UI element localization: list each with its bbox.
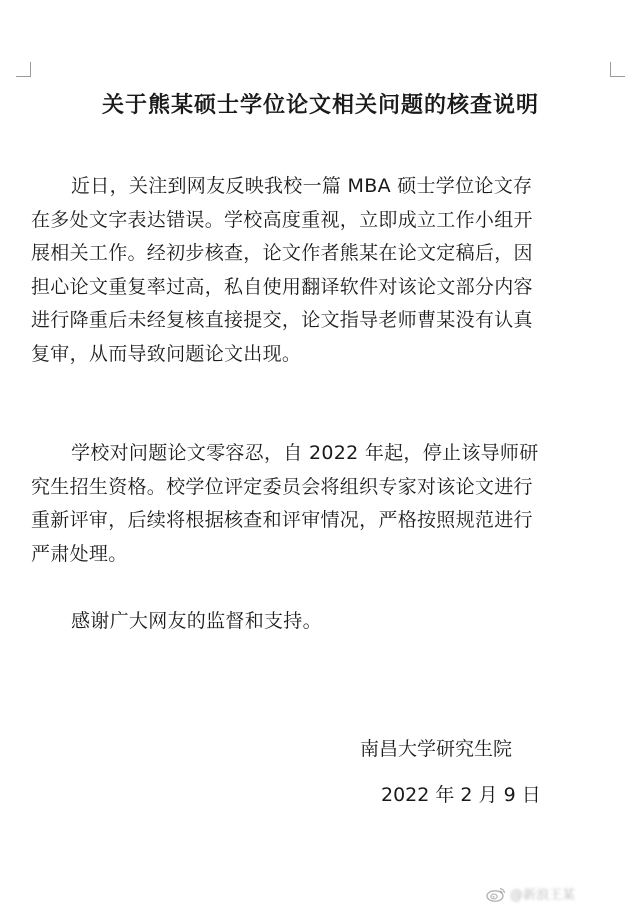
- signature-date: 2022 年 2 月 9 日: [381, 784, 541, 806]
- paragraph-3-line: 感谢广大网友的监督和支持。: [71, 610, 322, 632]
- paragraph-2: [31, 437, 613, 571]
- page-corner-mark-right: [610, 62, 625, 77]
- paragraph-1-line: 展相关工作。经初步核查，论文作者熊某在论文定稿后，因: [31, 242, 533, 264]
- paragraph-1-line: 复审，从而导致问题论文出现。: [31, 342, 302, 365]
- paragraph-2-line: 重新评审，后续将根据核查和评审情况，严格按照规范进行: [31, 509, 533, 531]
- paragraph-1-line: 近日，关注到网友反映我校一篇 MBA 硕士学位论文存: [71, 175, 533, 197]
- document-title: 关于熊某硕士学位论文相关问题的核查说明: [101, 93, 539, 118]
- paragraph-1-line: 进行降重后未经复核直接提交，论文指导老师曹某没有认真: [31, 309, 533, 331]
- paragraph-1: [31, 170, 613, 371]
- page-corner-mark-left: [16, 62, 31, 77]
- paragraph-1-line: 担心论文重复率过高，私自使用翻译软件对该论文部分内容: [31, 275, 533, 298]
- paragraph-3: [31, 605, 613, 639]
- paragraph-2-line: 严肃处理。: [31, 542, 128, 565]
- weibo-logo-icon: [486, 886, 506, 902]
- paragraph-2-line: 究生招生资格。校学位评定委员会将组织专家对该论文进行: [31, 475, 533, 498]
- watermark-text: @新浪王某: [510, 888, 576, 903]
- signature-organization: 南昌大学研究生院: [360, 738, 513, 760]
- paragraph-2-line: 学校对问题论文零容忍，自 2022 年起，停止该导师研: [71, 442, 539, 464]
- watermark: [486, 884, 575, 903]
- paragraph-1-line: 在多处文字表达错误。学校高度重视，立即成立工作小组开: [31, 208, 533, 231]
